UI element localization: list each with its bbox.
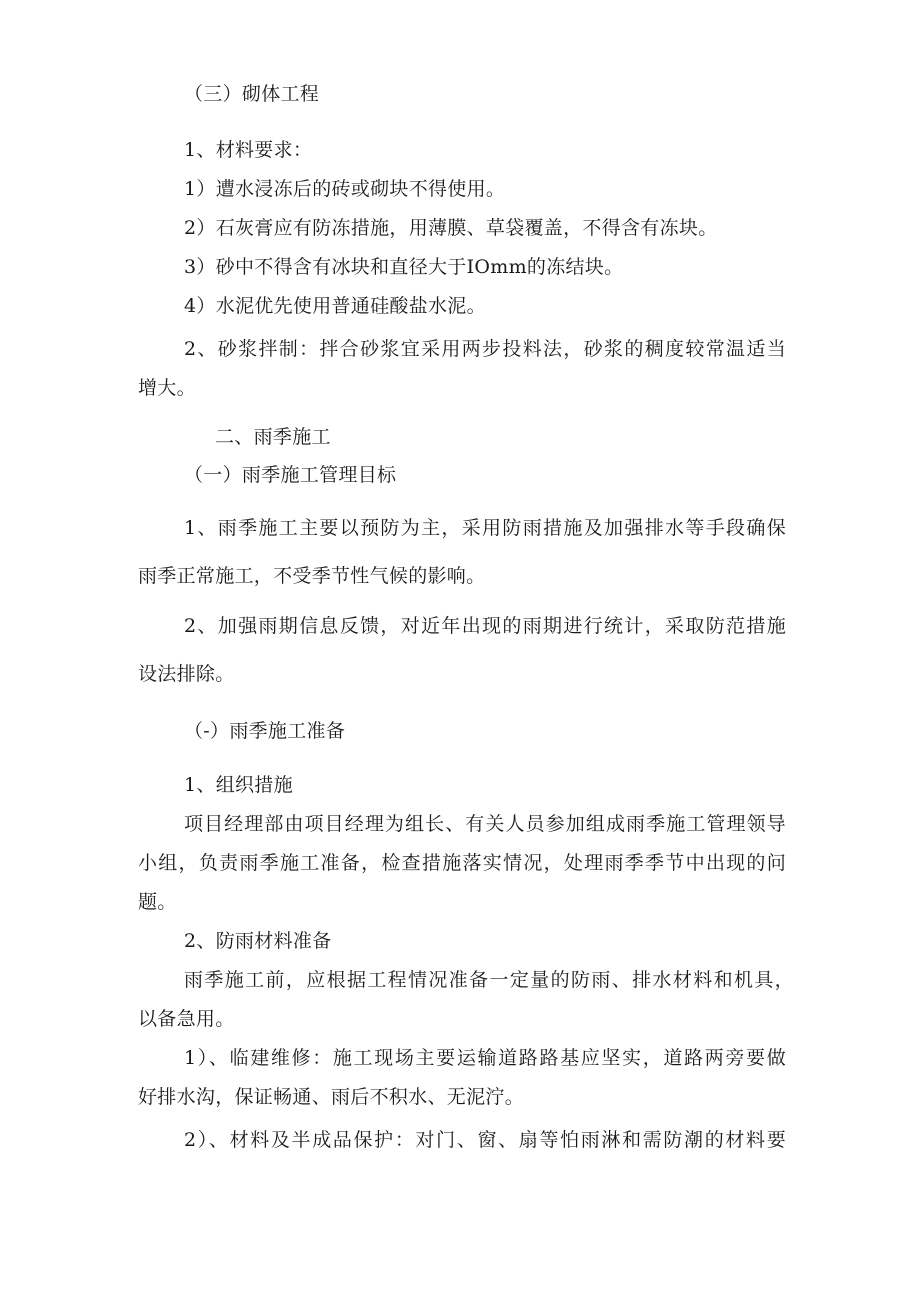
section-heading-masonry: （三）砌体工程 [184, 83, 320, 105]
paragraph-line: 雨季施工前，应根据工程情况准备一定量的防雨、排水材料和机具， [184, 969, 794, 991]
paragraph-line: 题。 [138, 891, 177, 913]
paragraph-line: 4）水泥优先使用普通硅酸盐水泥。 [184, 295, 486, 317]
subsection-heading: （一）雨季施工管理目标 [184, 464, 397, 486]
paragraph-line: 2、防雨材料准备 [184, 930, 332, 952]
paragraph-line: 2）石灰膏应有防冻措施，用薄膜、草袋覆盖，不得含有冻块。 [184, 217, 718, 239]
paragraph-line: 2、砂浆拌制：拌合砂浆宜采用两步投料法，砂浆的稠度较常温适当 [184, 338, 786, 360]
section-heading-rainy-season: 二、雨季施工 [215, 426, 331, 448]
paragraph-line: 3）砂中不得含有冰块和直径大于IOmm的冻结块。 [184, 256, 624, 278]
paragraph-line: 2）、材料及半成品保护：对门、窗、扇等怕雨淋和需防潮的材料要 [184, 1129, 786, 1151]
paragraph-line: 项目经理部由项目经理为组长、有关人员参加组成雨季施工管理领导 [184, 813, 786, 835]
paragraph-line: 1）遭水浸冻后的砖或砌块不得使用。 [184, 178, 506, 200]
paragraph-line: 1、雨季施工主要以预防为主，采用防雨措施及加强排水等手段确保 [184, 517, 786, 539]
paragraph-line: 1、组织措施 [184, 774, 293, 796]
paragraph-line: 增大。 [138, 377, 196, 399]
subsection-heading: （-）雨季施工准备 [184, 720, 346, 742]
paragraph-line: 小组，负责雨季施工准备，检查措施落实情况，处理雨季季节中出现的问 [138, 852, 786, 874]
paragraph-line: 设法排除。 [138, 663, 235, 685]
paragraph-line: 雨季正常施工，不受季节性气候的影响。 [138, 565, 486, 587]
paragraph-line: 1）、临建维修：施工现场主要运输道路路基应坚实，道路两旁要做 [184, 1047, 786, 1069]
paragraph-line: 1、材料要求： [184, 139, 313, 161]
paragraph-line: 好排水沟，保证畅通、雨后不积水、无泥泞。 [138, 1086, 525, 1108]
paragraph-line: 2、加强雨期信息反馈，对近年出现的雨期进行统计，采取防范措施 [184, 615, 786, 637]
paragraph-line: 以备急用。 [138, 1008, 235, 1030]
